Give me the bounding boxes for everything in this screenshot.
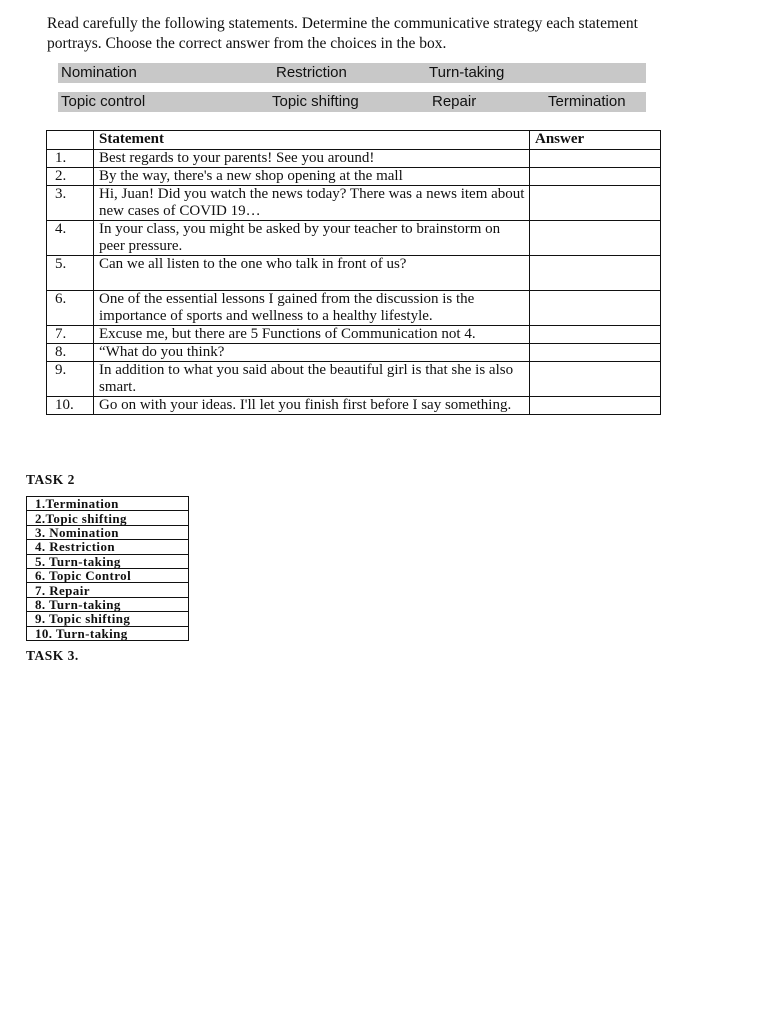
row-statement: Can we all listen to the one who talk in front of us? [94, 256, 530, 291]
table-row [47, 186, 661, 221]
row-number: 5. [47, 256, 94, 291]
row-statement: Best regards to your parents! See you around! [94, 150, 530, 168]
table-header-row [47, 131, 661, 150]
choices-row-1 [58, 63, 646, 83]
row-number: 1. [47, 150, 94, 168]
row-statement: By the way, there's a new shop opening at the mall [94, 168, 530, 186]
choice-turn-taking: Turn-taking [429, 64, 505, 81]
answer-item: 8. Turn-taking [27, 597, 189, 611]
row-number: 3. [47, 186, 94, 221]
list-item [27, 583, 189, 597]
list-item [27, 626, 189, 640]
answer-item: 5. Turn-taking [27, 554, 189, 568]
list-item [27, 511, 189, 525]
list-item [27, 554, 189, 568]
list-item [27, 597, 189, 611]
task-3-heading: TASK 3. [26, 648, 79, 663]
answer-item: 10. Turn-taking [27, 626, 189, 640]
choice-repair: Repair [432, 93, 477, 110]
table-row [47, 168, 661, 186]
list-item [27, 540, 189, 554]
list-item [27, 497, 189, 511]
choices-row-2 [58, 92, 646, 112]
table-row [47, 326, 661, 344]
row-statement: In your class, you might be asked by your teacher to brainstorm on peer pressure. [94, 221, 530, 256]
row-statement: Excuse me, but there are 5 Functions of Communication not 4. [94, 326, 530, 344]
table-row [47, 291, 661, 326]
statements-table [46, 130, 661, 415]
table-row [47, 256, 661, 291]
answer-item: 2.Topic shifting [27, 511, 189, 525]
row-statement: Go on with your ideas. I'll let you finish first before I say something. [94, 397, 530, 415]
answer-item: 9. Topic shifting [27, 612, 189, 626]
table-row [47, 397, 661, 415]
answer-cell[interactable] [530, 168, 661, 186]
header-answer: Answer [530, 131, 661, 150]
choice-topic-shifting: Topic shifting [272, 93, 359, 110]
row-statement: In addition to what you said about the beautiful girl is that she is also smart. [94, 362, 530, 397]
answer-item: 7. Repair [27, 583, 189, 597]
answer-cell[interactable] [530, 291, 661, 326]
header-number [47, 131, 94, 150]
table-row [47, 150, 661, 168]
row-statement: One of the essential lessons I gained from the discussion is the importance of sports and wellness to a healthy lifestyle. [94, 291, 530, 326]
row-number: 10. [47, 397, 94, 415]
table-row [47, 221, 661, 256]
answer-item: 6. Topic Control [27, 568, 189, 582]
choice-restriction: Restriction [276, 64, 347, 81]
row-statement: “What do you think? [94, 344, 530, 362]
row-number: 7. [47, 326, 94, 344]
answer-item: 1.Termination [27, 497, 189, 511]
answer-cell[interactable] [530, 186, 661, 221]
row-number: 4. [47, 221, 94, 256]
answer-cell[interactable] [530, 397, 661, 415]
task-2-heading: TASK 2 [26, 472, 75, 487]
row-number: 2. [47, 168, 94, 186]
answer-cell[interactable] [530, 256, 661, 291]
table-row [47, 344, 661, 362]
choice-nomination: Nomination [61, 64, 137, 81]
header-statement: Statement [94, 131, 530, 150]
answer-cell[interactable] [530, 362, 661, 397]
row-number: 8. [47, 344, 94, 362]
answer-cell[interactable] [530, 344, 661, 362]
list-item [27, 525, 189, 539]
row-statement: Hi, Juan! Did you watch the news today? There was a news item about new cases of COVID 19… [94, 186, 530, 221]
list-item [27, 568, 189, 582]
task-2-answer-table [26, 496, 189, 641]
answer-cell[interactable] [530, 221, 661, 256]
answer-item: 4. Restriction [27, 540, 189, 554]
answer-cell[interactable] [530, 150, 661, 168]
answer-item: 3. Nomination [27, 525, 189, 539]
row-number: 6. [47, 291, 94, 326]
row-number: 9. [47, 362, 94, 397]
choice-topic-control: Topic control [61, 93, 146, 110]
instructions-text: Read carefully the following statements. Determine the communicative strategy each statement portrays. Choose the correct answer from the choices in the box. [47, 15, 638, 52]
answer-cell[interactable] [530, 326, 661, 344]
choice-termination: Termination [548, 93, 626, 110]
list-item [27, 612, 189, 626]
table-row [47, 362, 661, 397]
